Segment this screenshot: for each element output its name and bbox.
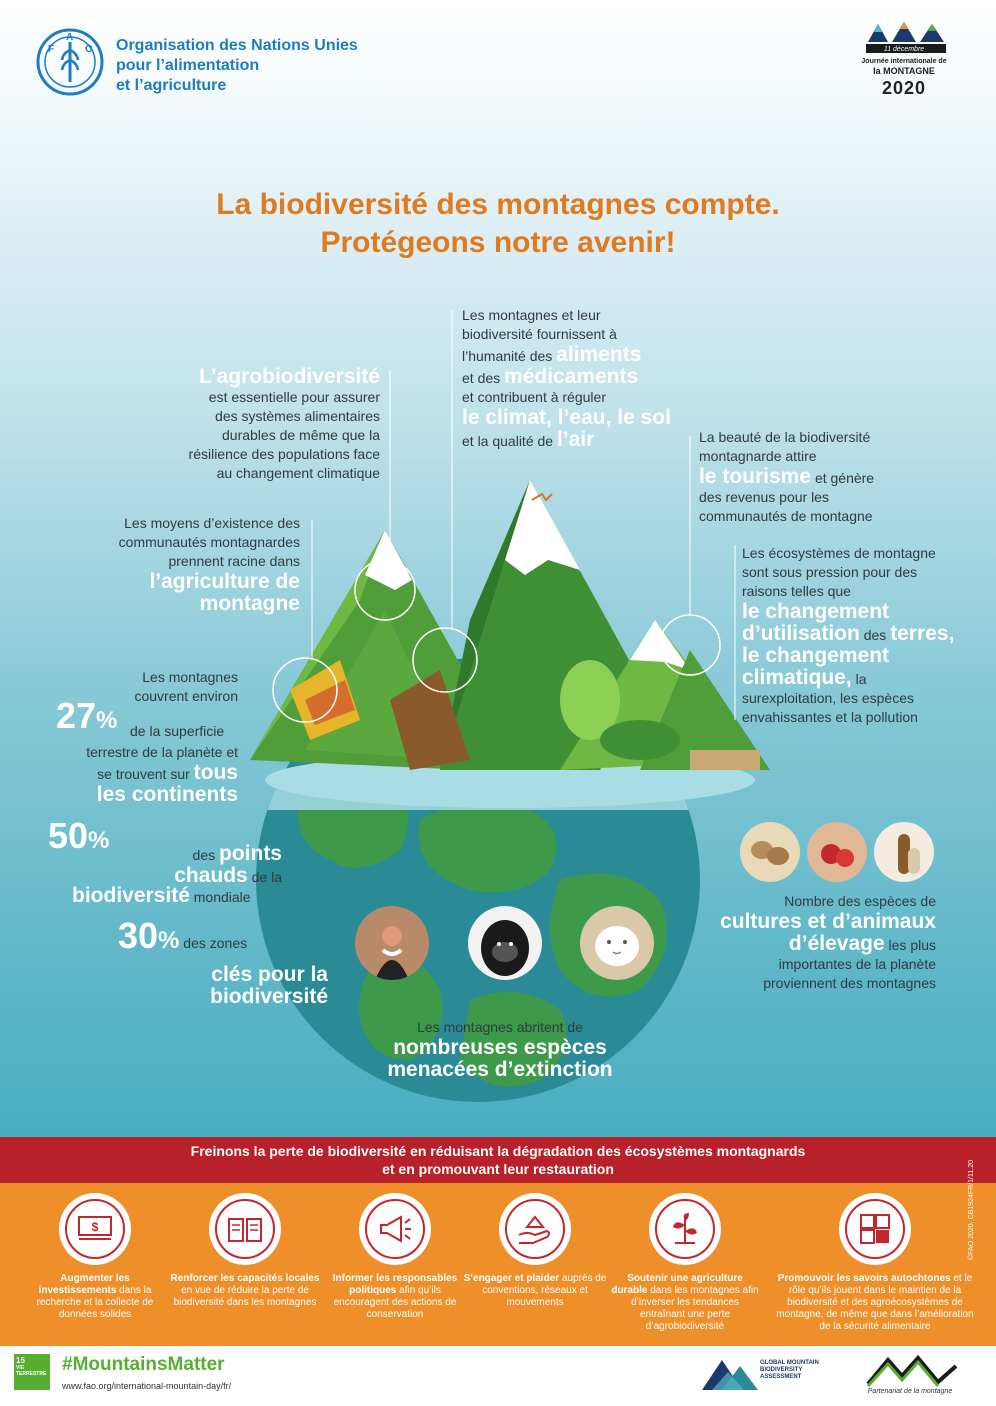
fact-hotspots-text2 <box>72 885 312 907</box>
fact-food-l2: biodiversité fournissent à <box>462 326 617 342</box>
imd-date: 11 décembre <box>883 46 925 53</box>
fact-tourism-l4: des revenus pour les <box>699 489 829 505</box>
org-line-2: pour l’alimentation <box>116 57 260 74</box>
hashtag[interactable]: #MountainsMatter <box>62 1354 225 1375</box>
fact-pressure-h3: terres, <box>890 622 955 645</box>
fact-kba <box>118 915 318 956</box>
svg-text:O: O <box>85 44 93 55</box>
fact-agro <box>140 366 380 483</box>
fact-livelihood-l1: Les moyens d’existence des <box>124 515 300 531</box>
fact-endangered-l1: Les montagnes abritent de <box>417 1019 583 1035</box>
fact-hotspots-h2: chauds <box>174 864 248 887</box>
fact-food-l5: et contribuent à réguler <box>462 389 606 405</box>
fact-livelihood-l3: prennent racine dans <box>168 553 300 569</box>
fact-cover-l1: Les montagnes <box>142 669 238 685</box>
llama-icon <box>874 822 934 882</box>
imd-line-2: la MONTAGNE <box>873 66 935 76</box>
fact-food-h2: médicaments <box>504 365 639 388</box>
imd-year: 2020 <box>881 78 927 98</box>
partner-text: Partenariat de la montagne <box>867 1388 953 1395</box>
apple-icon <box>807 822 867 882</box>
svg-text:F: F <box>48 44 55 55</box>
fact-agro-l1: est essentielle pour assurer <box>208 389 380 405</box>
fact-cover <box>20 668 238 706</box>
fact-endangered-h2: menacées d’extinction <box>387 1058 613 1081</box>
fact-agro-h: L’agrobiodiversité <box>199 365 380 388</box>
fact-food <box>462 306 702 451</box>
action-3-bold: S’engager et plaider <box>463 1273 560 1284</box>
fact-hotspots-l2: de la <box>251 869 282 885</box>
gorilla-icon <box>468 906 542 980</box>
fact-cover-h2: les continents <box>96 783 238 806</box>
fact-pressure-h5: climatique, <box>742 666 852 689</box>
fact-food-l6: et la qualité de <box>462 433 554 449</box>
fact-kba-l1: des zones <box>183 935 248 951</box>
mountain-partnership-logo-icon <box>862 1352 962 1388</box>
fact-hotspots-l1: des <box>192 847 216 863</box>
copyright-text: ©FAO 2020, CB1924FR/1/11.20 <box>968 1160 975 1260</box>
fact-pressure-l6: surexploitation, les espèces <box>742 690 914 706</box>
action-1-rest: en vue de réduire la perte de biodiversité dans les montagnes <box>173 1285 317 1308</box>
fact-food-l4: et des <box>462 370 501 386</box>
fact-pressure-h1: le changement <box>742 600 890 623</box>
band-line-1: Freinons la perte de biodiversité en réduisant la dégradation des écosystèmes montagnards <box>190 1143 806 1159</box>
llama-circle <box>874 822 934 882</box>
action-5-rest: et le rôle qu’ils jouent dans le maintien de la biodiversité et des agroécosystèmes de montagne, de même que dans l’amélioration de la sécurité alimentaire <box>776 1273 974 1332</box>
plant-icon <box>649 1193 721 1265</box>
svg-text:A: A <box>66 32 74 43</box>
fact-cover-h1: tous <box>193 761 238 784</box>
fact-crops-h1: cultures et d’animaux <box>720 910 936 933</box>
fact-kba-pct: % <box>158 927 180 954</box>
fact-tourism-l5: communautés de montagne <box>699 508 873 524</box>
fact-tourism-h: le tourisme <box>699 465 812 488</box>
hand-mountain-icon <box>499 1193 571 1265</box>
fact-pressure-l3: raisons telles que <box>742 583 851 599</box>
fact-livelihood-l2: communautés montagnardes <box>118 534 300 550</box>
fact-cover-l2: couvrent environ <box>134 688 238 704</box>
org-line-3: et l’agriculture <box>116 77 227 94</box>
fact-food-l1: Les montagnes et leur <box>462 307 601 323</box>
fact-crops-l2: les plus <box>888 937 936 953</box>
action-band-title <box>0 1137 996 1183</box>
fact-hotspots-pct: % <box>88 827 110 854</box>
megaphone-icon <box>359 1193 431 1265</box>
condor-icon <box>355 906 429 980</box>
title-line-2: Protégeons notre avenir! <box>320 226 676 259</box>
action-item <box>610 1193 760 1333</box>
fact-agro-l5: au changement climatique <box>216 465 380 481</box>
action-item <box>460 1193 610 1309</box>
fact-pressure <box>742 544 992 727</box>
fact-tourism-l2: montagnarde attire <box>699 448 817 464</box>
sdg-15-badge <box>14 1354 50 1390</box>
imd-line-1: Journée internationale de <box>861 58 947 65</box>
apple-circle <box>807 822 867 882</box>
action-3-rest: auprès de conventions, réseaux et mouvements <box>482 1273 607 1308</box>
svg-text:$: $ <box>91 1220 99 1234</box>
sdg-number: 15 <box>16 1356 25 1365</box>
fact-crops-l1: Nombre des espèces de <box>784 893 936 909</box>
fact-hotspots-num: 50 <box>48 815 89 856</box>
fact-hotspots-l3: mondiale <box>193 889 251 905</box>
fact-agro-l2: des systèmes alimentaires <box>215 408 380 424</box>
action-0-rest: dans la recherche et la collecte de données solides <box>36 1285 154 1320</box>
title-line-1: La biodiversité des montagnes compte. <box>216 188 780 221</box>
fact-food-h3: le climat, l’eau, le sol <box>462 406 671 429</box>
potato-circle <box>740 822 800 882</box>
fact-cover-l5: se trouvent sur <box>97 766 190 782</box>
action-5-bold: Promouvoir les savoirs autochtones <box>777 1273 951 1284</box>
fact-pressure-l5: la <box>855 671 867 687</box>
fact-pressure-h4: le changement <box>742 644 890 667</box>
snow-leopard-circle <box>580 906 654 980</box>
fact-pressure-l4: des <box>863 627 887 643</box>
fact-cover-rest2 <box>20 743 238 806</box>
fact-pressure-l1: Les écosystèmes de montagne <box>742 545 936 561</box>
snow-leopard-icon <box>580 906 654 980</box>
gorilla-circle <box>468 906 542 980</box>
condor-circle <box>355 906 429 980</box>
puzzle-icon <box>839 1193 911 1265</box>
fact-kba-num: 30 <box>118 915 159 956</box>
fact-kba-h2: biodiversité <box>210 985 328 1008</box>
action-2-rest: afin qu’ils encouragent des actions de conservation <box>333 1285 457 1320</box>
fact-cover-num: 27 <box>56 695 97 736</box>
potato-icon <box>740 822 800 882</box>
action-item <box>320 1193 470 1321</box>
fact-food-h1: aliments <box>556 343 642 366</box>
action-item <box>20 1193 170 1321</box>
fact-pressure-l7: envahissantes et la pollution <box>742 709 918 725</box>
fact-tourism-l1: La beauté de la biodiversité <box>699 429 871 445</box>
action-item <box>770 1193 980 1333</box>
fact-cover-l3: de la superficie <box>130 723 225 739</box>
fact-livelihood-h1: l’agriculture de <box>149 570 300 593</box>
fact-pressure-h2: d’utilisation <box>742 622 860 645</box>
fact-crops-l4: proviennent des montagnes <box>763 975 936 991</box>
fact-endangered-h1: nombreuses espèces <box>393 1036 607 1059</box>
sdg-sub: VIE TERRESTRE <box>16 1365 47 1377</box>
money-icon <box>59 1193 131 1265</box>
action-item <box>170 1193 320 1309</box>
fact-crops <box>680 892 936 993</box>
action-2-bold: Informer les responsables politiques <box>332 1273 458 1296</box>
action-0-bold: Augmenter les investissements <box>38 1273 130 1296</box>
fact-agro-l3: durables de même que la <box>222 427 380 443</box>
book-icon <box>209 1193 281 1265</box>
fact-hotspots-h3: biodiversité <box>72 884 190 907</box>
fact-tourism-l3: et génère <box>814 470 875 486</box>
action-4-rest: dans les montagnes afin d’inverser les tendances entraînant une perte d’agrobiodiversité <box>631 1285 759 1332</box>
action-4-bold: Soutenir une agriculture durable <box>611 1273 743 1296</box>
fact-kba-text <box>120 964 328 1008</box>
fact-crops-l3: importantes de la planète <box>778 956 936 972</box>
fact-agro-l4: résilience des populations face <box>188 446 380 462</box>
fact-hotspots-h1: points <box>219 842 282 865</box>
fact-pressure-l2: sont sous pression pour des <box>742 564 918 580</box>
fact-kba-h1: clés pour la <box>211 963 328 986</box>
fact-endangered <box>340 1018 660 1081</box>
fact-cover-rest <box>130 722 260 741</box>
fact-hotspots-text <box>72 843 282 887</box>
org-line-1: Organisation des Nations Unies <box>116 37 358 54</box>
fact-crops-h2: d’élevage <box>788 932 885 955</box>
band-line-2: et en promouvant leur restauration <box>382 1161 614 1177</box>
action-1-bold: Renforcer les capacités locales <box>170 1273 320 1284</box>
fact-food-h4: l’air <box>556 428 595 451</box>
fact-food-l3: l’humanité des <box>462 348 553 364</box>
fact-livelihood <box>60 514 300 615</box>
fact-tourism <box>699 428 939 526</box>
gmba-text: GLOBAL MOUNTAIN BIODIVERSITY ASSESSMENT <box>760 1360 819 1380</box>
website-link[interactable]: www.fao.org/international-mountain-day/fr/ <box>62 1381 232 1391</box>
fact-cover-l4: terrestre de la planète et <box>86 744 238 760</box>
fact-cover-pct: % <box>96 707 118 734</box>
fact-livelihood-h2: montagne <box>199 592 300 615</box>
